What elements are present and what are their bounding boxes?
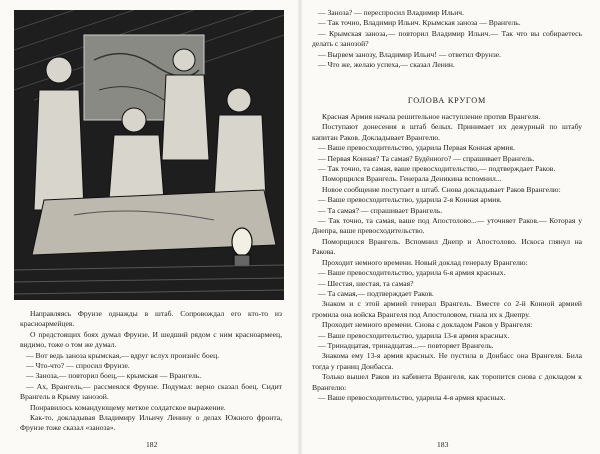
paragraph: — Первая Конная? Та самая? Будённого? — спрашивает Врангель. (318, 153, 535, 163)
paragraph: — Вот ведь заноза крымская,— вдруг вслух произнёс боец. (26, 350, 220, 360)
paragraph: Проходит немного времени. Снова с докладом Раков у Врангеля: (322, 320, 533, 330)
illustration-drawing (14, 10, 284, 300)
paragraph: Знаком и с этой армией генерал Врангель. Вместе со 2-й Конной армией громила она войска Врангеля под Апостоловом, гнала их к Днепру. (312, 299, 582, 319)
paragraph: Понравилось командующему меткое солдатское выражение. (30, 402, 226, 412)
right-page-top-text (312, 8, 582, 70)
paragraph: — Так точно, та самая, ваше под Апостолово...— уточняет Раков.— Которая у Днепра, ваше превосходительство. (312, 216, 582, 236)
paragraph: — Заноза,— повторил боец,— крымская — Врангель. (26, 371, 202, 381)
paragraph: — Так точно, Владимир Ильич. Крымская заноза — Врангель. (318, 18, 521, 28)
paragraph: Поморщился Врангель. Генерала Деникина вспомнил... (322, 174, 502, 184)
paragraph: Поступают донесения в штаб белых. Принимает их дежурный по штабу капитан Раков. Докладывает Врангелю. (312, 122, 582, 142)
paragraph: Как-то, докладывая Владимиру Ильичу Ленину о делах Южного фронта, Фрунзе тоже сказал «заноза». (20, 413, 282, 433)
paragraph: — Ваше превосходительство, ударила 4-я армия красных. (318, 392, 506, 402)
paragraph: — Так точно, та самая, ваше превосходительство,— подтверждает Раков. (318, 164, 556, 174)
paragraph: — Ваше превосходительство, ударила 2-я Конная армия. (318, 195, 502, 205)
illustration (14, 10, 284, 300)
paragraph: — Ваше превосходительство, ударила 6-я армия красных. (318, 268, 506, 278)
paragraph: Новое сообщение поступает в штаб. Снова докладывает Раков Врангелю: (322, 184, 561, 194)
right-page-text (312, 112, 582, 403)
paragraph: Знакома ему 13-я армия красных. Не пустила в Донбасс она Врангеля. Била тогда у границ Донбасса. (312, 351, 582, 371)
paragraph: — Заноза? — переспросил Владимир Ильич. (318, 8, 465, 17)
paragraph: Проходит немного времени. Новый доклад генералу Врангелю: (322, 257, 528, 267)
paragraph: Красная Армия начала решительное наступление против Врангеля. (322, 112, 541, 121)
paragraph: — Вырвем занозу, Владимир Ильич! — ответил Фрунзе. (318, 49, 502, 59)
chapter-heading: ГОЛОВА КРУГОМ (407, 96, 487, 105)
paragraph: Направляясь Фрунзе однажды в штаб. Сопровождал его кто-то из красноармейцев. (20, 309, 282, 329)
paragraph: — Шестая, шестая, та самая? (318, 278, 414, 288)
paragraph: — Та самая,— подтверждает Раков. (318, 288, 434, 298)
left-page-text (20, 309, 282, 434)
paragraph: — Что же, желаю успеха,— сказал Ленин. (318, 60, 455, 70)
paragraph: — Та самая? — спрашивает Врангель. (318, 205, 443, 215)
paragraph: — Что-что? — спросил Фрунзе. (26, 361, 130, 371)
paragraph: — Ваше превосходительство, ударила Первая Конная армия. (318, 143, 515, 153)
paragraph: О предстоящих боях думал Фрунзе. И шедший рядом с ним красноармеец, видимо, тоже о том же думал. (20, 329, 282, 350)
paragraph: Поморщился Врангель. Вспомнил Днепр и Апостолово. Искоса глянул на Ракова. (312, 236, 582, 257)
paragraph: — Ваше превосходительство, ударила 13-я армия красных. (318, 330, 510, 340)
paragraph: — Ах, Врангель,— рассмеялся Фрунзе. Подумал: верно сказал боец. Сидит Врангель в Крыму занозой. (20, 381, 282, 402)
paragraph: — Тринадцатая, тринадцатая...— повторяет Врангель. (318, 340, 494, 350)
paragraph: Только вышел Раков из кабинета Врангеля, как торопится снова с докладом к Врангелю: (312, 372, 582, 392)
page-number: 183 (437, 440, 449, 449)
page-number: 182 (146, 440, 158, 449)
paragraph: — Крымская заноза,— повторил Владимир Ильич.— Так что вы собираетесь делать с занозой? (312, 28, 582, 49)
